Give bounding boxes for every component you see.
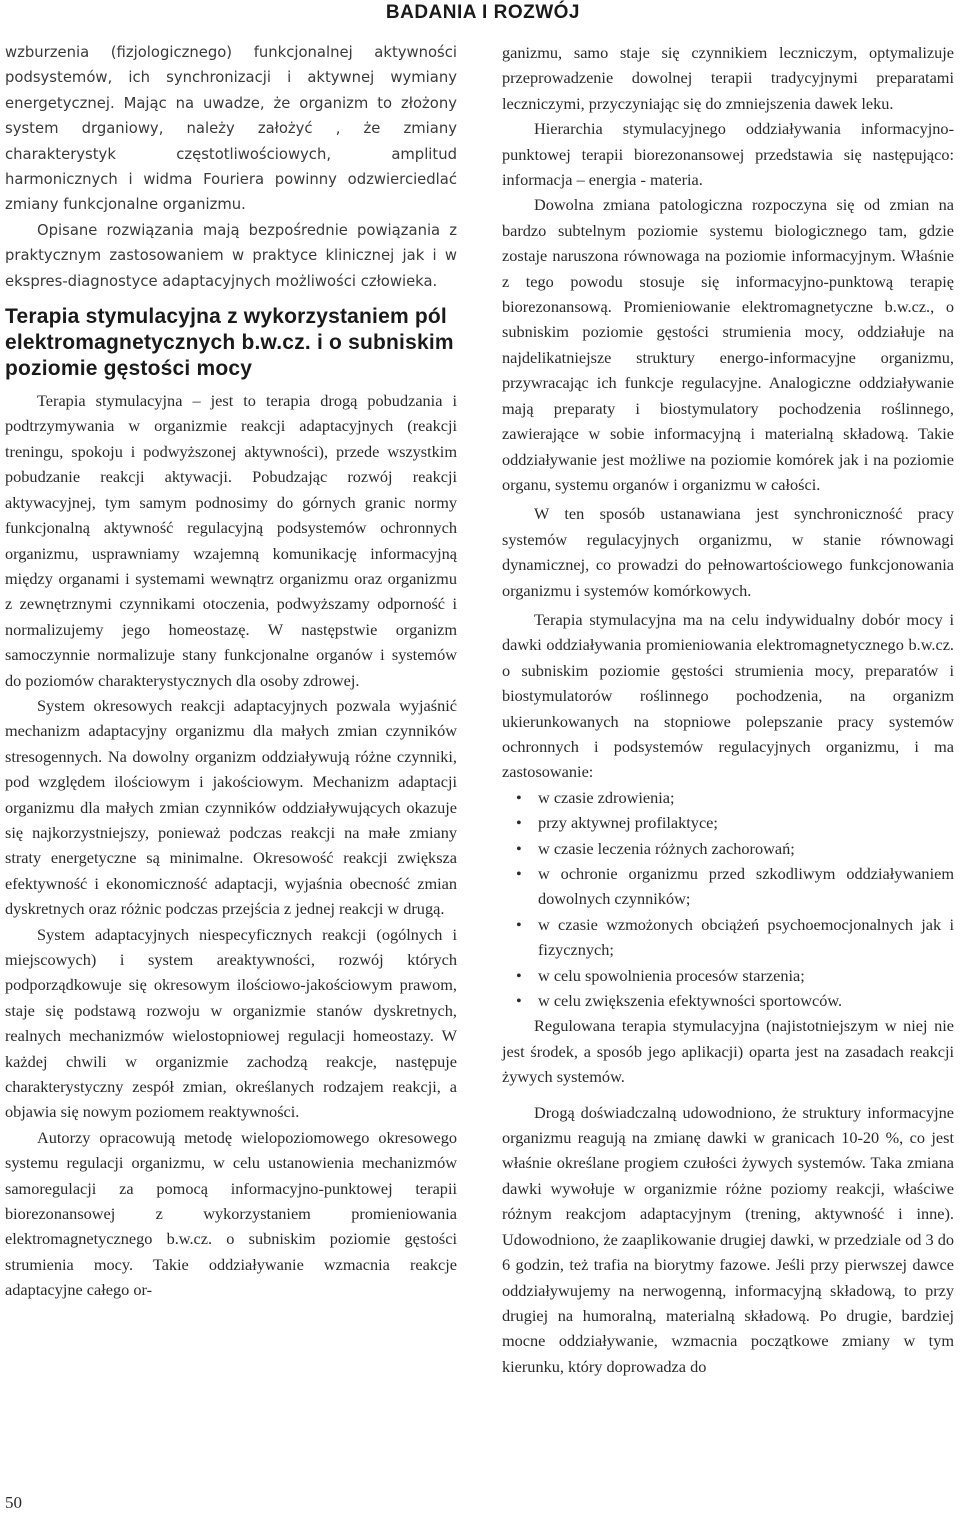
body-paragraph: System adaptacyjnych niespecyficznych reakcji (ogólnych i miejscowych) i system areaktywności, rozwój których podporządkowuje się okresowym ilościowo-jakościowym prawom, staje się podstawą rozwoju w organizmie stanów dyskretnych, realnych mechanizmów wielostopniowej regulacji homeostazy. W każdej chwili w organizmie zachodzą reakcje, następuje charakterystyczny zespół zmian, określanych rodzajem reakcji, a objawia się nowym poziomem reaktywności. [5, 924, 457, 1122]
body-paragraph: Regulowana terapia stymulacyjna (najistotniejszym w niej nie jest środek, a sposób jego aplikacji) oparta jest na zasadach reakcji żywych systemów. [502, 1016, 954, 1087]
body-paragraph: Terapia stymulacyjna ma na celu indywidualny dobór mocy i dawki oddziaływania promieniowania elektromagnetycznego b.w.cz. o subniskim poziomie gęstości strumienia mocy, preparatów i biostymulatorów roślinnego pochodzenia, na organizm ukierunkowanych na stopniowe polepszanie pracy systemów ochronnych i podsystemów regulacyjnych organizmu, i ma zastosowanie: [502, 609, 954, 782]
list-item: • w czasie zdrowienia; [502, 785, 954, 810]
list-item: • w celu spowolnienia procesów starzenia; [502, 963, 954, 988]
right-column [502, 40, 954, 1379]
application-list [502, 785, 954, 1014]
body-paragraph: Terapia stymulacyjna – jest to terapia drogą pobudzania i podtrzymywania w organizmie reakcji adaptacyjnych (reakcji treningu, spokoju i podwyższonej aktywności), przede wszystkim pobudzanie reakcji aktywacji. Pobudzając rozwój reakcji aktywacyjnej, tym samym podnosimy do górnych granic normy funkcjonalną aktywność regulacyjną podsystemów ochronnych organizmu, usprawniamy wzajemną komunikację informacyjną między organami i systemami wewnątrz organizmu oraz organizmu z zewnętrznymi czynnikami otoczenia, podwyższamy odporność i normalizujemy jego homeostazę. W następstwie organizm samoczynnie normalizuje stany funkcjonalne organów i systemów do poziomów charakterystycznych dla osoby zdrowej. [5, 391, 457, 690]
left-column [5, 40, 457, 1303]
intro-paragraph-2: Opisane rozwiązania mają bezpośrednie powiązania z praktycznym zastosowaniem w praktyce klinicznej jak i w ekspres-diagnostyce adaptacyjnych możliwości człowieka. [5, 221, 457, 290]
body-paragraph: ganizmu, samo staje się czynnikiem leczniczym, optymalizuje przeprowadzenie dowolnej terapii tradycyjnymi preparatami leczniczymi, przyczyniając się do zmniejszenia dawek leku. [502, 43, 954, 113]
section-heading: Terapia stymulacyjna z wykorzystaniem pól elektromagnetycznych b.w.cz. i o subniskim poziomie gęstości mocy [5, 305, 454, 381]
body-paragraph: Hierarchia stymulacyjnego oddziaływania informacyjno-punktowej terapii biorezonansowej przedstawia się następująco: informacja – energia - materia. [502, 119, 954, 190]
body-paragraph: Dowolna zmiana patologiczna rozpoczyna się od zmian na bardzo subtelnym poziomie systemu biologicznego tam, gdzie zostaje naruszona równowaga na poziomie informacyjnym. Właśnie z tego powodu stosuje się informacyjno-punktową terapię biorezonansową. Promieniowanie elektromagnetyczne b.w.cz., o subniskim poziomie gęstości strumienia mocy, oddziałuje na najdelikatniejsze struktury energo-informacyjne organizmu, przywracając ich funkcje regulacyjne. Analogiczne oddziaływanie mają preparaty i biostymulatory pochodzenia roślinnego, zawierające w sobie informacyjną i materialną składową. Takie oddziaływanie jest możliwe na poziomie komórek jak i na poziomie organu, systemu organów i organizmu w całości. [502, 195, 954, 494]
page-number: 50 [5, 1493, 22, 1512]
list-item: • przy aktywnej profilaktyce; [502, 810, 954, 835]
body-paragraph: System okresowych reakcji adaptacyjnych pozwala wyjaśnić mechanizm adaptacyjny organizmu dla małych zmian czynników stresogennych. Na dowolny organizm oddziaływują różne czynniki, pod względem ilościowym i jakościowym. Mechanizm adaptacji organizmu dla małych zmian czynników oddziaływujących okazuje się najkorzystniejszy, ponieważ podczas reakcji na małe zmiany straty energetyczne są minimalne. Okresowość reakcji zwiększa efektywność i ekonomiczność adaptacji, wyjaśnia obecność zmian dyskretnych oraz różnic podczas przejścia z jednej reakcji w drugą. [5, 695, 457, 919]
body-paragraph: W ten sposób ustanawiana jest synchroniczność pracy systemów regulacyjnych organizmu, w stanie równowagi dynamicznej, co prowadzi do pełnowartościowego funkcjonowania organizmu i systemów komórkowych. [502, 504, 954, 600]
section-header: BADANIA I ROZWÓJ [385, 2, 580, 23]
intro-paragraph: wzburzenia (fizjologicznego) funkcjonalnej aktywności podsystemów, ich synchronizacji i aktywnej wymiany energetycznej. Mając na uwadze, że organizm to złożony system drganiowy, należy założyć , że zmiany charakterystyk częstotliwościowych, amplitud harmonicznych i widma Fouriera powinny odzwierciedlać zmiany funkcjonalne organizmu. [5, 44, 457, 214]
list-item: • w ochronie organizmu przed szkodliwym oddziaływaniem dowolnych czynników; [502, 861, 954, 912]
list-item: • w celu zwiększenia efektywności sportowców. [502, 988, 954, 1013]
body-paragraph: Autorzy opracowują metodę wielopoziomowego okresowego systemu regulacji organizmu, w celu ustanowienia mechanizmów samoregulacji za pomocą informacyjno-punktowej terapii biorezonansowej z wykorzystaniem promieniowania elektromagnetycznego b.w.cz. o subniskim poziomie gęstości strumienia mocy. Takie oddziaływanie wzmacnia reakcje adaptacyjne całego or- [5, 1127, 457, 1300]
body-paragraph: Drogą doświadczalną udowodniono, że struktury informacyjne organizmu reagują na zmianę dawki w granicach 10-20 %, co jest właśnie określane progiem czułości żywych systemów. Taka zmiana dawki wywołuje w organizmie różne poziomy reakcji, właściwe różnym reakcjom adaptacyjnym (trening, aktywność i inne). Udowodniono, że zaaplikowanie drugiej dawki, w przedziale od 3 do 6 godzin, też trafia na biorytmy fazowe. Jeśli przy pierwszej dawce oddziaływujemy na nerwogenną, informacyjną składową, to przy drugiej na humoralną, materialną składową. Po drugie, bardziej mocne oddziaływanie, wzmacnia początkowe zmiany w tym kierunku, który doprowadza do [502, 1102, 954, 1376]
list-item: • w czasie leczenia różnych zachorowań; [502, 836, 954, 861]
list-item: • w czasie wzmożonych obciążeń psychoemocjonalnych jak i fizycznych; [502, 912, 954, 963]
